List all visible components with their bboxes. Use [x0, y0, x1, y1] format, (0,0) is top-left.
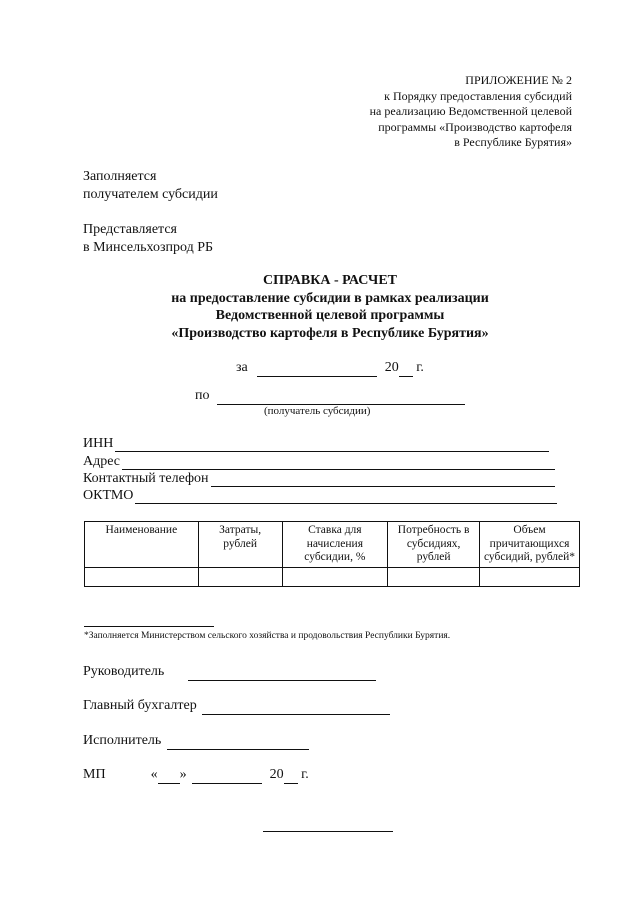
- address-field: [83, 454, 555, 470]
- inn-label: ИНН: [83, 436, 114, 451]
- phone-blank[interactable]: [211, 474, 555, 487]
- executor-label: Исполнитель: [83, 733, 162, 748]
- submitted-to-line: в Минсельхозпрод РБ: [83, 240, 214, 255]
- inn-blank[interactable]: [115, 439, 549, 452]
- stamp-year-suffix: г.: [301, 767, 309, 782]
- appendix-line: к Порядку предоставления субсидий: [384, 88, 572, 103]
- table-cell[interactable]: [85, 567, 199, 586]
- oktmo-label: ОКТМО: [83, 488, 134, 503]
- accountant-label: Главный бухгалтер: [83, 698, 197, 713]
- recipient-caption: (получатель субсидии): [264, 405, 371, 417]
- recipient-prefix: по: [195, 388, 210, 403]
- phone-label: Контактный телефон: [83, 471, 209, 486]
- recipient-blank[interactable]: [217, 388, 465, 405]
- title-main: СПРАВКА - РАСЧЕТ: [262, 273, 398, 288]
- accountant-signature-line: [83, 698, 390, 715]
- table-header-row: [85, 522, 580, 568]
- inn-field: [83, 436, 549, 452]
- appendix-title: ПРИЛОЖЕНИЕ № 2: [465, 73, 572, 87]
- stamp-year-prefix: 20: [269, 767, 284, 782]
- head-label: Руководитель: [83, 664, 165, 679]
- stamp-label: МП: [83, 767, 106, 782]
- submitted-to-note: [83, 221, 213, 257]
- table-cell[interactable]: [388, 567, 480, 586]
- day-blank[interactable]: [158, 767, 180, 784]
- title-line: на предоставление субсидии в рамках реализации: [171, 290, 489, 306]
- head-signature-blank[interactable]: [188, 664, 376, 681]
- appendix-header: [370, 73, 572, 151]
- table-cell[interactable]: [198, 567, 282, 586]
- executor-signature-line: [83, 733, 309, 750]
- close-quote: »: [179, 767, 187, 782]
- title-line: Ведомственной целевой программы: [215, 308, 445, 323]
- calculation-table: [84, 521, 580, 587]
- table-cell[interactable]: [480, 567, 580, 586]
- address-blank[interactable]: [122, 457, 555, 470]
- appendix-line: на реализацию Ведомственной целевой: [369, 104, 572, 118]
- table-row: [85, 567, 580, 586]
- filled-by-line: получателем субсидии: [83, 187, 218, 202]
- executor-signature-blank[interactable]: [167, 733, 309, 750]
- table-header-costs: Затраты, рублей: [198, 522, 282, 568]
- open-quote: «: [150, 767, 158, 782]
- period-year-blank[interactable]: [399, 360, 413, 377]
- phone-field: [83, 471, 555, 487]
- footnote-divider: [84, 626, 214, 627]
- filled-by-line: Заполняется: [83, 169, 157, 184]
- period-line: [236, 360, 424, 377]
- document-title: [0, 272, 640, 342]
- table-header-name: Наименование: [85, 522, 199, 568]
- table-header-amount: Объем причитающихся субсидий, рублей*: [480, 522, 580, 568]
- oktmo-blank[interactable]: [135, 491, 557, 504]
- oktmo-field: [83, 488, 557, 504]
- submitted-to-line: Представляется: [83, 222, 177, 237]
- head-signature-line: [83, 664, 376, 681]
- table-cell[interactable]: [282, 567, 388, 586]
- period-prefix: за: [236, 360, 248, 375]
- recipient-line: [195, 388, 465, 405]
- stamp-date-line: [83, 767, 309, 784]
- address-label: Адрес: [83, 454, 121, 469]
- month-blank[interactable]: [192, 767, 262, 784]
- appendix-line: программы «Производство картофеля: [378, 119, 572, 134]
- footnote: *Заполняется Министерством сельского хозяйства и продовольствия Республики Бурятия.: [84, 631, 451, 641]
- stamp-year-blank[interactable]: [284, 767, 298, 784]
- table-header-rate: Ставка для начисления субсидии, %: [282, 522, 388, 568]
- table-header-need: Потребность в субсидиях, рублей: [388, 522, 480, 568]
- period-year-suffix: г.: [416, 360, 424, 375]
- appendix-line: в Республике Бурятия»: [454, 135, 572, 149]
- accountant-signature-blank[interactable]: [202, 698, 390, 715]
- bottom-signature-rule: [263, 831, 393, 832]
- title-line: «Производство картофеля в Республике Бурятия»: [171, 325, 489, 341]
- period-blank[interactable]: [257, 360, 377, 377]
- filled-by-note: [83, 168, 218, 204]
- period-year-prefix: 20: [384, 360, 399, 375]
